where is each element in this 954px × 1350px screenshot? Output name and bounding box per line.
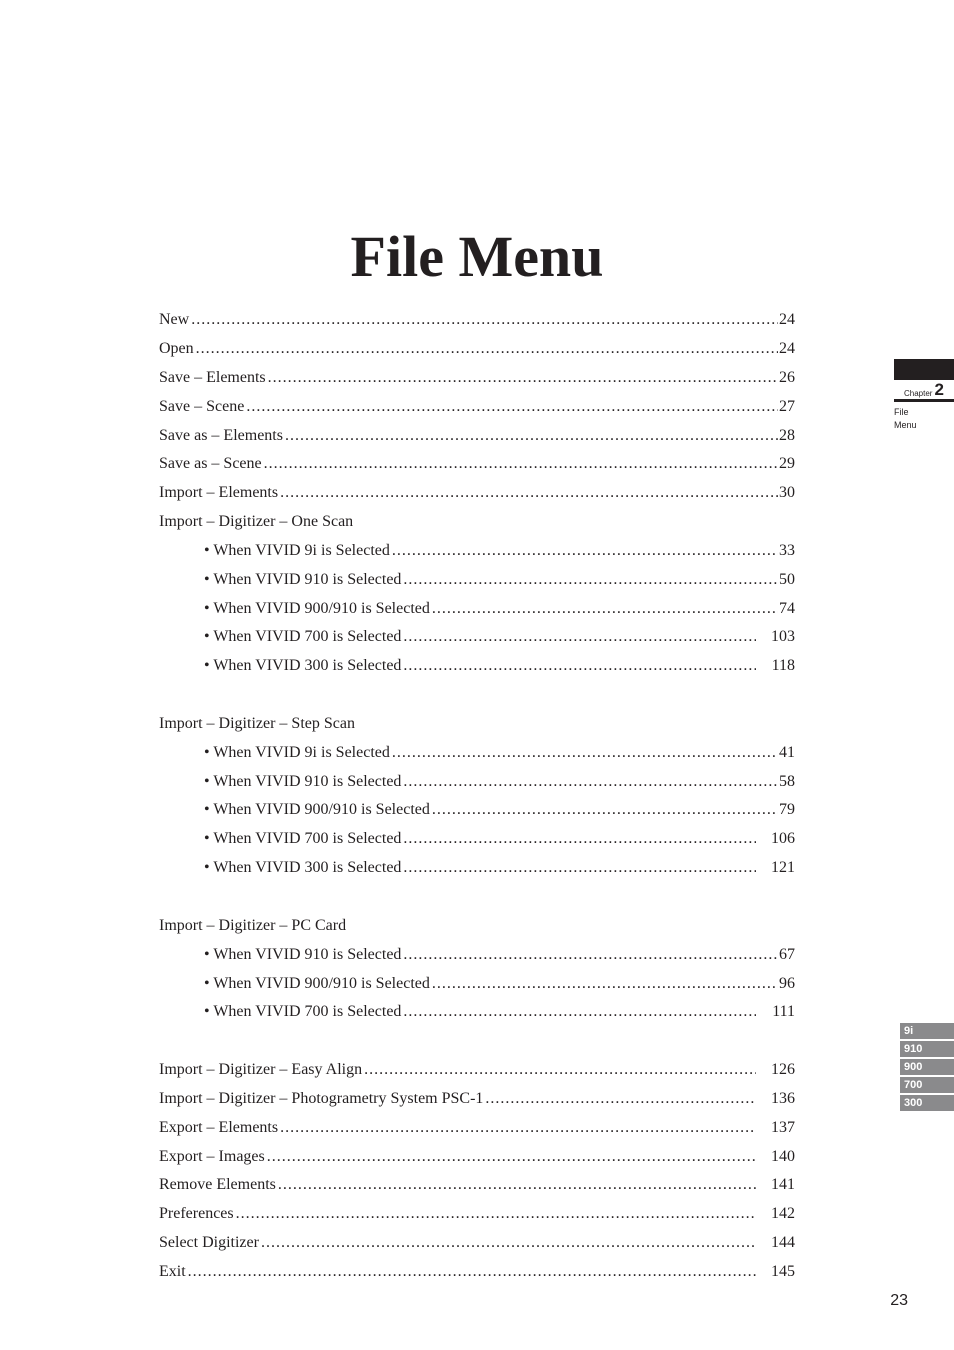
toc-entry-label: • When VIVID 300 is Selected: [204, 657, 402, 674]
toc-entry-page: 118: [771, 657, 795, 674]
toc-entry-label: • When VIVID 700 is Selected: [204, 830, 402, 847]
leader-dots: [280, 479, 778, 507]
leader-dots: [432, 595, 778, 623]
page-number: 23: [890, 1292, 908, 1309]
toc-entry-page: 27: [779, 398, 795, 415]
toc-entry-save-as-elements[interactable]: [159, 422, 795, 450]
toc-entry-label: • When VIVID 9i is Selected: [204, 744, 390, 761]
toc-entry-page: 121: [771, 859, 795, 876]
toc-entry-label: Save as – Elements: [159, 427, 283, 444]
toc-entry-label: Save as – Scene: [159, 455, 262, 472]
toc-entry-page: 74: [779, 600, 795, 617]
toc-entry-pc-card-900-910[interactable]: [204, 970, 795, 998]
toc-entry-label: • When VIVID 910 is Selected: [204, 571, 402, 588]
toc-entry-save-as-scene[interactable]: [159, 450, 795, 478]
leader-dots: [196, 335, 778, 363]
toc-entry-step-scan-900-910[interactable]: [204, 796, 795, 824]
leader-dots: [403, 941, 778, 969]
toc-entry-pc-card-700[interactable]: [204, 998, 795, 1026]
toc-entry-save-scene[interactable]: [159, 393, 795, 421]
chapter-label: [894, 380, 954, 402]
toc-entry-label: New: [159, 311, 190, 328]
chapter-number: 2: [934, 380, 944, 399]
toc-group-pc-card: [159, 912, 795, 940]
leader-dots: [403, 998, 756, 1026]
toc-entry-save-elements[interactable]: [159, 364, 795, 392]
leader-dots: [364, 1056, 756, 1084]
leader-dots: [236, 1200, 756, 1228]
chapter-tab-bar: [894, 359, 954, 380]
leader-dots: [485, 1085, 756, 1113]
toc-entry-new[interactable]: [159, 306, 795, 334]
toc-entry-exit[interactable]: [159, 1258, 795, 1286]
toc-entry-page: 142: [771, 1205, 795, 1222]
leader-dots: [403, 854, 756, 882]
leader-dots: [188, 1258, 756, 1286]
leader-dots: [403, 825, 756, 853]
toc-entry-step-scan-9i[interactable]: [204, 739, 795, 767]
toc-entry-label: • When VIVID 300 is Selected: [204, 859, 402, 876]
toc-entry-page: 137: [771, 1119, 795, 1136]
toc-entry-label: • When VIVID 900/910 is Selected: [204, 801, 430, 818]
leader-dots: [191, 306, 778, 334]
leader-dots: [280, 1114, 756, 1142]
toc-entry-page: 96: [779, 975, 795, 992]
toc-entry-label: Exit: [159, 1263, 186, 1280]
toc-entry-page: 140: [771, 1148, 795, 1165]
toc-entry-page: 141: [771, 1176, 795, 1193]
toc-entry-page: 30: [779, 484, 795, 501]
toc-entry-one-scan-300[interactable]: [204, 652, 795, 680]
toc-entry-photogrametry[interactable]: [159, 1085, 795, 1113]
leader-dots: [278, 1171, 756, 1199]
model-tags: [900, 1023, 954, 1113]
leader-dots: [403, 768, 778, 796]
model-tag-700: 700: [900, 1077, 954, 1093]
toc-entry-step-scan-300[interactable]: [204, 854, 795, 882]
toc-entry-page: 33: [779, 542, 795, 559]
toc-entry-page: 144: [771, 1234, 795, 1251]
leader-dots: [268, 364, 778, 392]
toc-entry-label: Save – Elements: [159, 369, 266, 386]
toc-entry-page: 24: [779, 311, 795, 328]
toc-entry-label: Select Digitizer: [159, 1234, 259, 1251]
toc-entry-label: Remove Elements: [159, 1176, 276, 1193]
toc-entry-label: Open: [159, 340, 194, 357]
toc-entry-one-scan-910[interactable]: [204, 566, 795, 594]
toc-entry-label: Preferences: [159, 1205, 234, 1222]
toc-entry-one-scan-9i[interactable]: [204, 537, 795, 565]
toc-entry-step-scan-910[interactable]: [204, 768, 795, 796]
toc-entry-label: • When VIVID 9i is Selected: [204, 542, 390, 559]
page-title: File Menu: [350, 224, 604, 289]
leader-dots: [432, 970, 778, 998]
toc-entry-label: • When VIVID 900/910 is Selected: [204, 600, 430, 617]
toc-entry-page: 111: [772, 1003, 795, 1020]
toc-entry-page: 28: [779, 427, 795, 444]
leader-dots: [264, 450, 778, 478]
toc-entry-select-digitizer[interactable]: [159, 1229, 795, 1257]
toc-entry-export-images[interactable]: [159, 1143, 795, 1171]
toc-entry-easy-align[interactable]: [159, 1056, 795, 1084]
toc-entry-one-scan-900-910[interactable]: [204, 595, 795, 623]
toc-entry-page: 126: [771, 1061, 795, 1078]
toc-entry-page: 79: [779, 801, 795, 818]
leader-dots: [267, 1143, 756, 1171]
toc-entry-page: 136: [771, 1090, 795, 1107]
toc-entry-remove-elements[interactable]: [159, 1171, 795, 1199]
toc-entry-open[interactable]: [159, 335, 795, 363]
toc-entry-page: 24: [779, 340, 795, 357]
model-tag-9i: 9i: [900, 1023, 954, 1039]
leader-dots: [392, 739, 778, 767]
section-line: File: [894, 407, 909, 417]
toc-entry-page: 58: [779, 773, 795, 790]
toc-entry-label: Export – Images: [159, 1148, 265, 1165]
toc-entry-page: 67: [779, 946, 795, 963]
toc-entry-page: 50: [779, 571, 795, 588]
model-tag-300: 300: [900, 1095, 954, 1111]
toc-entry-label: Import – Digitizer – Photogrametry System PSC-1: [159, 1090, 484, 1107]
toc-entry-page: 106: [771, 830, 795, 847]
toc-group-label: Import – Digitizer – One Scan: [159, 513, 354, 530]
toc-group-step-scan: [159, 710, 795, 738]
leader-dots: [285, 422, 778, 450]
toc-entry-label: Export – Elements: [159, 1119, 279, 1136]
leader-dots: [403, 566, 778, 594]
chapter-word: Chapter: [904, 389, 933, 398]
toc-entry-pc-card-910[interactable]: [204, 941, 795, 969]
toc-entry-label: Save – Scene: [159, 398, 245, 415]
toc-entry-page: 29: [779, 455, 795, 472]
toc-entry-label: • When VIVID 700 is Selected: [204, 1003, 402, 1020]
leader-dots: [246, 393, 778, 421]
toc-entry-import-elements[interactable]: [159, 479, 795, 507]
leader-dots: [392, 537, 778, 565]
toc-entry-label: Import – Elements: [159, 484, 279, 501]
chapter-tab: [894, 359, 954, 432]
toc-entry-step-scan-700[interactable]: [204, 825, 795, 853]
toc-entry-export-elements[interactable]: [159, 1114, 795, 1142]
toc-group-label: Import – Digitizer – PC Card: [159, 917, 347, 934]
section-line: Menu: [894, 420, 917, 430]
toc-entry-page: 26: [779, 369, 795, 386]
toc-entry-one-scan-700[interactable]: [204, 623, 795, 651]
leader-dots: [403, 652, 756, 680]
model-tag-910: 910: [900, 1041, 954, 1057]
toc-entry-label: • When VIVID 700 is Selected: [204, 628, 402, 645]
toc-entry-label: • When VIVID 910 is Selected: [204, 946, 402, 963]
toc-entry-page: 145: [771, 1263, 795, 1280]
toc-entry-page: 41: [779, 744, 795, 761]
toc-group-label: Import – Digitizer – Step Scan: [159, 715, 355, 732]
toc-entry-label: • When VIVID 910 is Selected: [204, 773, 402, 790]
toc-entry-page: 103: [771, 628, 795, 645]
leader-dots: [261, 1229, 756, 1257]
leader-dots: [432, 796, 778, 824]
toc-group-one-scan: [159, 508, 795, 536]
chapter-section-name: [894, 402, 954, 432]
toc-entry-preferences[interactable]: [159, 1200, 795, 1228]
leader-dots: [403, 623, 756, 651]
model-tag-900: 900: [900, 1059, 954, 1075]
toc-entry-label: • When VIVID 900/910 is Selected: [204, 975, 430, 992]
toc-entry-label: Import – Digitizer – Easy Align: [159, 1061, 363, 1078]
